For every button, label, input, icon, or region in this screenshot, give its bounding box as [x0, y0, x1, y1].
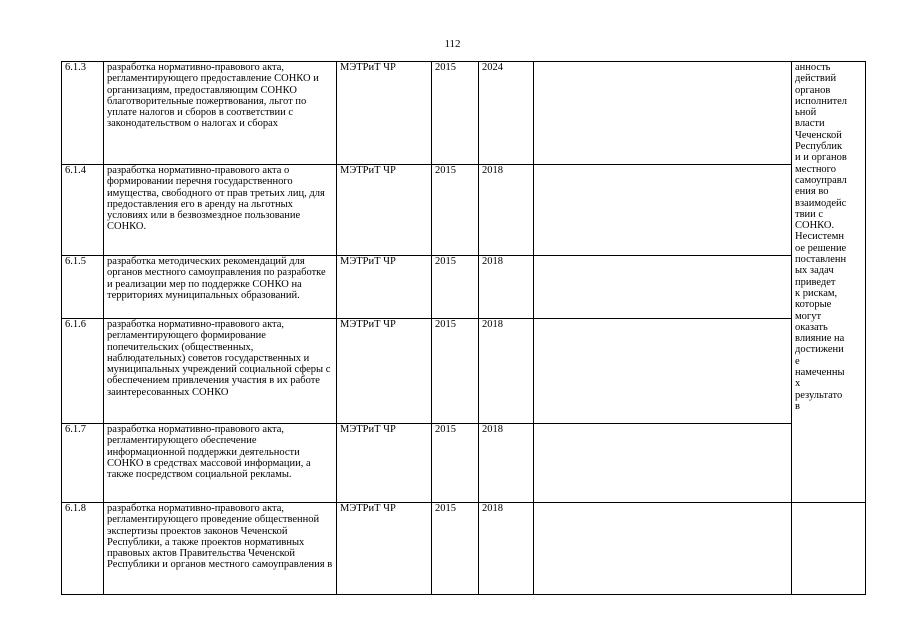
risk-line: власти: [795, 118, 825, 130]
risk-line: могут: [795, 310, 822, 322]
row-description: разработка нормативно-правового акта, регламентирующего формирование попечительских (общественных, наблюдательных) советов государственных и муниципальных учреждений социальной сферы с обеспечением привлечения участия в их работе заинтересованных СОНКО: [104, 319, 337, 424]
table-row: [62, 319, 866, 424]
row-number: 6.1.5: [62, 256, 104, 319]
risk-line: анность: [795, 62, 831, 73]
row-start-year: 2015: [432, 424, 479, 503]
table-row: [62, 424, 866, 503]
risk-line: достижени: [795, 344, 844, 356]
row-executor: МЭТРиТ ЧР: [337, 165, 432, 256]
row-end-year: 2024: [479, 62, 534, 165]
risk-line: Чеченской: [795, 129, 842, 141]
risk-line: результато: [795, 389, 843, 401]
row-result: [534, 256, 792, 319]
risk-line: поставленн: [795, 254, 847, 266]
row-end-year: 2018: [479, 256, 534, 319]
page-number: 112: [444, 38, 461, 50]
row-result: [534, 319, 792, 424]
risk-line: приведет: [795, 276, 836, 288]
row-number: 6.1.8: [62, 503, 104, 595]
row-executor: МЭТРиТ ЧР: [337, 62, 432, 165]
risk-line: в: [795, 400, 800, 412]
row-number: 6.1.3: [62, 62, 104, 165]
row-description: разработка нормативно-правового акта, регламентирующего обеспечение информационной поддержки деятельности СОНКО в средствах массовой информации, а также посредством социальной рекламы.: [104, 424, 337, 503]
risk-line: и и органов: [795, 152, 847, 164]
row-result: [534, 62, 792, 165]
table-row: [62, 62, 866, 165]
table-row: [62, 503, 866, 595]
risk-line: оказать: [795, 321, 828, 333]
row-number: 6.1.7: [62, 424, 104, 503]
row-start-year: 2015: [432, 165, 479, 256]
row-number: 6.1.6: [62, 319, 104, 424]
risk-line: е: [795, 355, 800, 367]
risk-line: х: [795, 378, 801, 390]
risk-line: ых задач: [795, 265, 834, 277]
risk-line: исполнител: [795, 95, 847, 107]
risk-line: влияние на: [795, 333, 845, 345]
row-end-year: 2018: [479, 319, 534, 424]
risk-line: действий: [795, 73, 837, 85]
row-description: разработка нормативно-правового акта, регламентирующего предоставление СОНКО и организациям, предоставляющим СОНКО благотворительные пожертвования, льгот по уплате налогов и сборов в соответствии с законодательством о налогах и сборах: [104, 62, 337, 165]
row-start-year: 2015: [432, 503, 479, 595]
risk-line: местного: [795, 163, 836, 175]
risk-line: ьной: [795, 107, 817, 119]
row-result: [534, 503, 792, 595]
risk-description: [792, 62, 866, 503]
row-end-year: 2018: [479, 165, 534, 256]
row-end-year: 2018: [479, 424, 534, 503]
risk-line: которые: [795, 299, 832, 311]
risk-line: СОНКО.: [795, 220, 835, 232]
row-number: 6.1.4: [62, 165, 104, 256]
risk-line: ения во: [795, 186, 829, 198]
row-start-year: 2015: [432, 62, 479, 165]
table-row: [62, 256, 866, 319]
risk-line: ое решение: [795, 242, 847, 254]
row-result: [534, 424, 792, 503]
measures-table: [61, 61, 866, 595]
row-executor: МЭТРиТ ЧР: [337, 503, 432, 595]
row-description: разработка нормативно-правового акта, регламентирующего проведение общественной экспертизы проектов законов Чеченской Республики, а также проектов нормативных правовых актов Правительства Чеченской Республики и органов местного самоуправления в: [104, 503, 337, 595]
risk-line: взаимодейс: [795, 197, 847, 209]
row-description: разработка методических рекомендаций для органов местного самоуправления по разработке и реализации мер по поддержке СОНКО на территориях муниципальных образований.: [104, 256, 337, 319]
row-end-year: 2018: [479, 503, 534, 595]
row-result: [534, 165, 792, 256]
row-executor: МЭТРиТ ЧР: [337, 319, 432, 424]
row-description: разработка нормативно-правового акта о формировании перечня государственного имущества, свободного от прав третьих лиц, для предоставления его в аренду на льготных условиях или в безвозмездное пользование СОНКО.: [104, 165, 337, 256]
row-start-year: 2015: [432, 256, 479, 319]
risk-line: к рискам,: [795, 287, 838, 299]
row-executor: МЭТРиТ ЧР: [337, 424, 432, 503]
risk-line: Республик: [795, 141, 843, 153]
row-executor: МЭТРиТ ЧР: [337, 256, 432, 319]
row-start-year: 2015: [432, 319, 479, 424]
table-row: [62, 165, 866, 256]
risk-line: намеченны: [795, 367, 845, 379]
risk-text: [795, 62, 862, 412]
risk-line: органов: [795, 84, 831, 96]
risk-cell-empty: [792, 503, 866, 595]
risk-line: Несистемн: [795, 231, 844, 243]
risk-line: самоуправл: [795, 174, 847, 186]
risk-line: твии с: [795, 208, 824, 220]
